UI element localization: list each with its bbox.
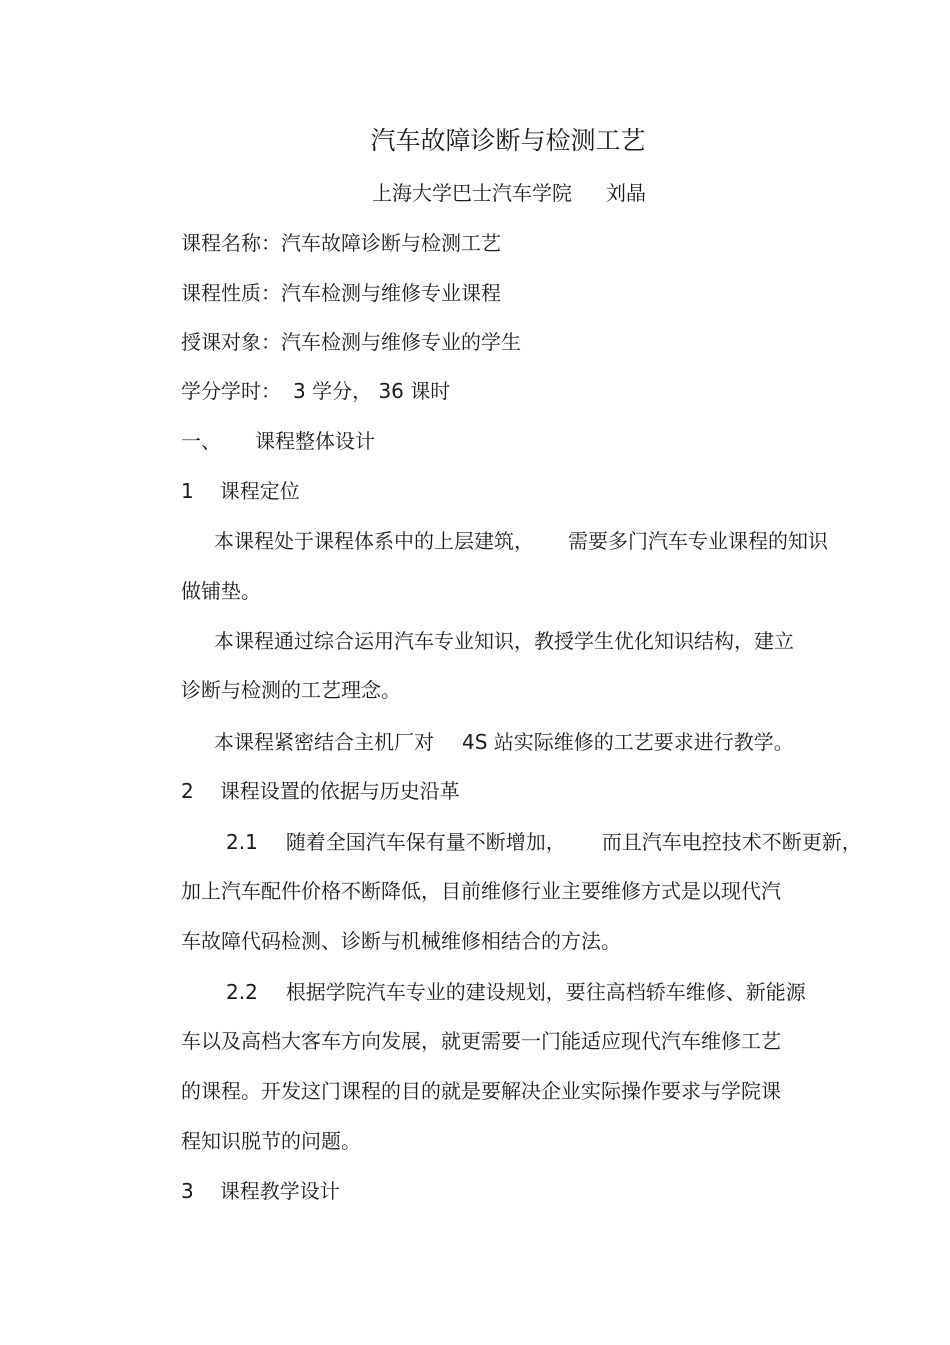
- subsection-title: 课程定位: [219, 479, 300, 503]
- info-label: 授课对象：: [181, 330, 281, 354]
- author-name: 刘晶: [606, 181, 646, 205]
- section-number: 一、: [181, 429, 221, 453]
- document-title: 汽车故障诊断与检测工艺: [370, 126, 646, 155]
- author-line: [372, 180, 646, 206]
- info-value: 3 学分， 36 课时: [293, 379, 451, 403]
- subsection-title: 课程教学设计: [219, 1179, 340, 1203]
- paragraph-line: 诊断与检测的工艺理念。: [181, 678, 401, 702]
- paragraph-number: 2.2: [226, 980, 258, 1004]
- subsection-number: 3: [181, 1179, 194, 1203]
- info-course-nature: [181, 280, 501, 306]
- subsection-title: 课程设置的依据与历史沿革: [219, 779, 460, 803]
- text-run: 4S 站实际维修的工艺要求进行教学。: [462, 730, 794, 754]
- info-credits: [181, 378, 450, 404]
- section-heading: [181, 428, 375, 454]
- paragraph-line: 车故障代码检测、诊断与机械维修相结合的方法。: [181, 929, 621, 953]
- info-value: 汽车故障诊断与检测工艺: [281, 231, 501, 255]
- text-run: 而且汽车电控技术不断更新，: [601, 830, 862, 854]
- text-run: 本课程紧密结合主机厂对: [214, 730, 434, 754]
- info-value: 汽车检测与维修专业的学生: [281, 330, 521, 354]
- subsection-number: 2: [181, 779, 194, 803]
- section-title: 课程整体设计: [255, 429, 375, 453]
- paragraph-line: 加上汽车配件价格不断降低，目前维修行业主要维修方式是以现代汽: [181, 879, 781, 903]
- paragraph-line: 车以及高档大客车方向发展，就更需要一门能适应现代汽车维修工艺: [181, 1029, 781, 1053]
- info-course-name: [181, 230, 501, 256]
- text-run: 需要多门汽车专业课程的知识: [568, 529, 828, 553]
- paragraph-line: 程知识脱节的问题。: [181, 1129, 361, 1153]
- subsection-heading: [181, 1178, 340, 1204]
- paragraph-line: [226, 829, 862, 855]
- text-run: 本课程处于课程体系中的上层建筑，: [214, 529, 534, 553]
- paragraph-line: [226, 979, 806, 1005]
- info-label: 课程名称：: [181, 231, 281, 255]
- text-run: 随着全国汽车保有量不断增加，: [285, 830, 566, 854]
- info-label: 学分学时：: [181, 379, 281, 403]
- paragraph-line: 做铺垫。: [181, 579, 261, 603]
- paragraph-line: 本课程通过综合运用汽车专业知识，教授学生优化知识结构，建立: [214, 629, 794, 653]
- text-run: 根据学院汽车专业的建设规划，要往高档轿车维修、新能源: [285, 980, 806, 1004]
- paragraph-line: [214, 528, 828, 554]
- subsection-number: 1: [181, 479, 194, 503]
- subsection-heading: [181, 478, 300, 504]
- subsection-heading: [181, 778, 460, 804]
- paragraph-line: 的课程。开发这门课程的目的就是要解决企业实际操作要求与学院课: [181, 1079, 781, 1103]
- info-label: 课程性质：: [181, 281, 281, 305]
- info-value: 汽车检测与维修专业课程: [281, 281, 501, 305]
- info-audience: [181, 329, 521, 355]
- paragraph-line: [214, 729, 794, 755]
- paragraph-number: 2.1: [226, 830, 258, 854]
- author-institution: 上海大学巴士汽车学院: [372, 181, 572, 205]
